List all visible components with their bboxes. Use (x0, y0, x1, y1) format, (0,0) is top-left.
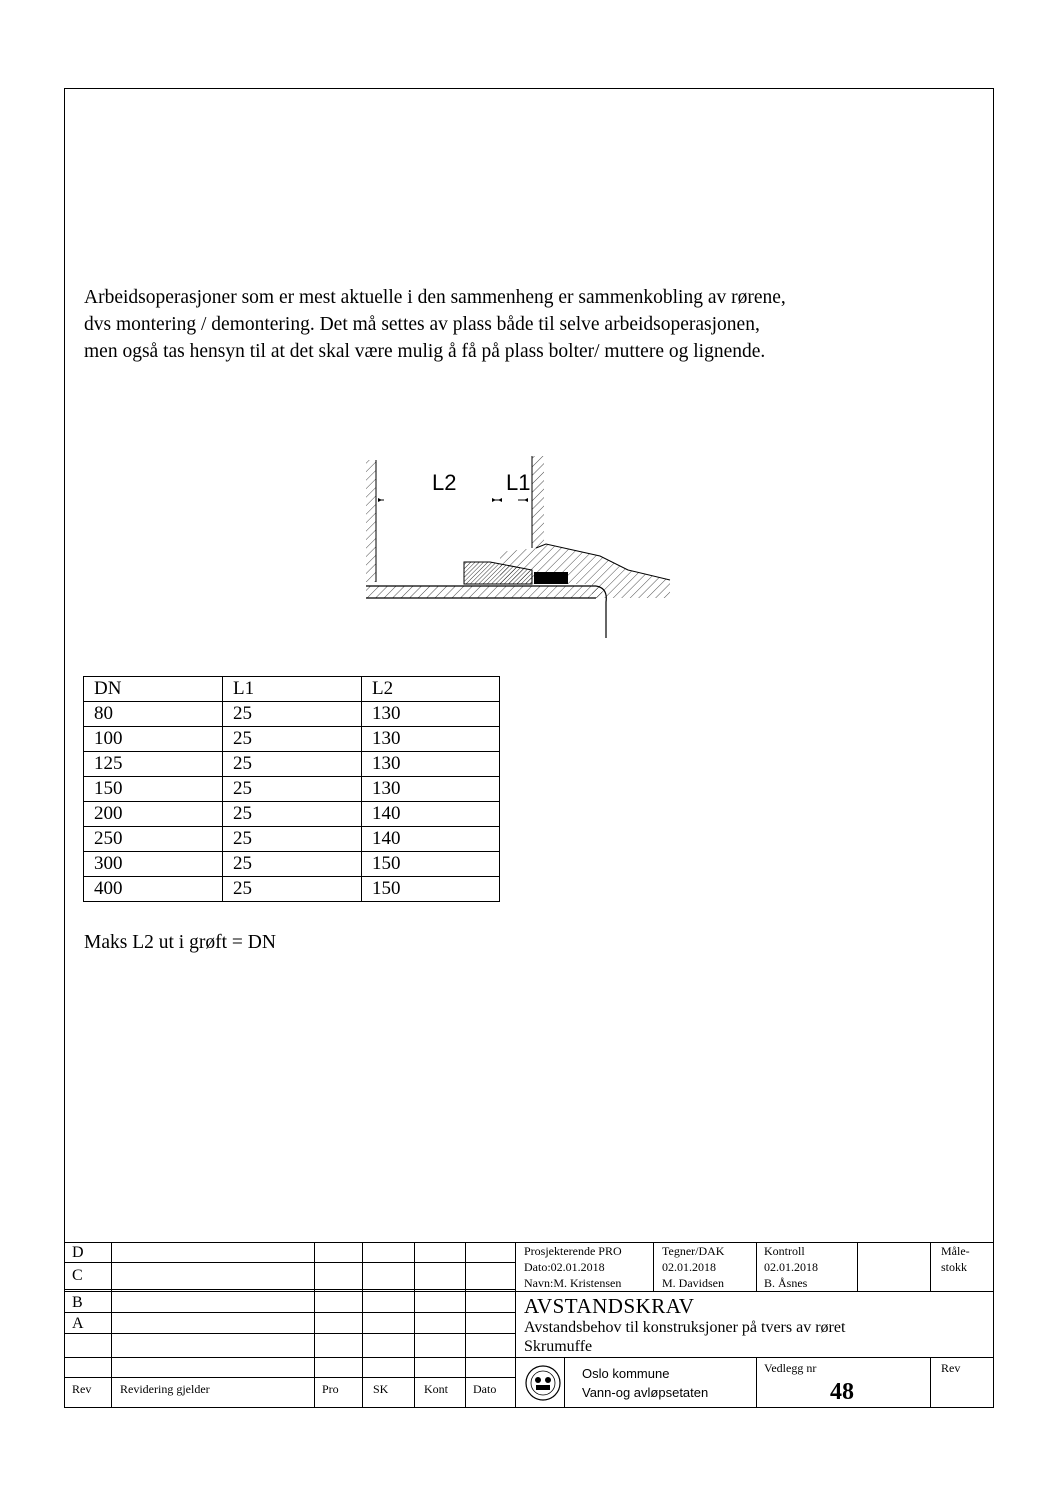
cell-l2: 130 (362, 752, 500, 777)
cell-l1: 25 (223, 802, 362, 827)
scale-label-1: Måle- (941, 1244, 970, 1258)
cell-l1: 25 (223, 777, 362, 802)
cell-dn: 100 (84, 727, 223, 752)
cell-l2: 130 (362, 777, 500, 802)
rev-label: Rev (941, 1361, 961, 1375)
cell-dn: 400 (84, 877, 223, 902)
cell-l2: 140 (362, 802, 500, 827)
control-label: Kontroll (764, 1244, 805, 1258)
max-l2-note: Maks L2 ut i grøft = DN (84, 932, 276, 953)
attachment-label: Vedlegg nr (764, 1361, 817, 1375)
table-row (84, 877, 500, 902)
table-row (84, 777, 500, 802)
table-row (84, 827, 500, 852)
right-wall (532, 456, 544, 548)
intro-line: dvs montering / demontering. Det må settes av plass både til selve arbeidsoperasjonen, (84, 314, 760, 335)
cell-dn: 125 (84, 752, 223, 777)
drawing-title: AVSTANDSKRAV (524, 1294, 695, 1318)
cell-l2: 130 (362, 727, 500, 752)
table-header-row (84, 677, 500, 702)
drawer-label: Tegner/DAK (662, 1244, 725, 1258)
pipe-joint-drawing (360, 452, 680, 642)
cell-l1: 25 (223, 877, 362, 902)
rev-letter-b: B (72, 1294, 83, 1311)
rev-letter-a: A (72, 1315, 84, 1332)
gasket (534, 572, 568, 584)
org-department: Vann-og avløpsetaten (582, 1385, 709, 1400)
table-row (84, 852, 500, 877)
pipe-wall (366, 586, 602, 598)
cell-dn: 300 (84, 852, 223, 877)
rev-header-kont: Kont (424, 1382, 448, 1396)
project-date: Dato:02.01.2018 (524, 1260, 605, 1274)
project-name: Navn:M. Kristensen (524, 1276, 622, 1290)
cell-l1: 25 (223, 702, 362, 727)
cell-dn: 80 (84, 702, 223, 727)
left-wall (366, 460, 376, 582)
label-l1: L1 (506, 470, 531, 495)
spec-table (83, 676, 500, 902)
table-row (84, 727, 500, 752)
title-block (64, 1242, 994, 1408)
rev-header-revision: Revidering gjelder (120, 1382, 210, 1396)
cell-dn: 200 (84, 802, 223, 827)
org-name: Oslo kommune (582, 1366, 670, 1381)
table-row (84, 702, 500, 727)
control-name: B. Åsnes (764, 1276, 808, 1290)
cell-dn: 150 (84, 777, 223, 802)
control-date: 02.01.2018 (764, 1260, 818, 1274)
table-row (84, 802, 500, 827)
cell-l2: 140 (362, 827, 500, 852)
drawer-name: M. Davidsen (662, 1276, 724, 1290)
rev-header-pro: Pro (322, 1382, 339, 1396)
oslo-seal-icon (524, 1362, 562, 1404)
cell-l1: 25 (223, 727, 362, 752)
scale-label-2: stokk (941, 1260, 968, 1274)
rev-header-rev: Rev (72, 1382, 92, 1396)
drawing-subtitle-1: Avstandsbehov til konstruksjoner på tvers av røret (524, 1319, 846, 1336)
cell-l1: 25 (223, 827, 362, 852)
rev-header-dato: Dato (473, 1382, 497, 1396)
label-l2: L2 (432, 470, 457, 495)
intro-line: Arbeidsoperasjoner som er mest aktuelle i den sammenheng er sammenkobling av rørene, (84, 287, 786, 308)
header-dn: DN (84, 677, 223, 702)
attachment-number: 48 (830, 1379, 854, 1405)
project-label: Prosjekterende PRO (524, 1244, 622, 1258)
drawing-subtitle-2: Skrumuffe (524, 1338, 593, 1355)
intro-paragraph (84, 284, 904, 365)
table-row (84, 752, 500, 777)
cell-l1: 25 (223, 752, 362, 777)
cell-l1: 25 (223, 852, 362, 877)
drawer-date: 02.01.2018 (662, 1260, 716, 1274)
cell-l2: 150 (362, 852, 500, 877)
rev-header-sk: SK (373, 1382, 389, 1396)
cell-dn: 250 (84, 827, 223, 852)
rev-letter-c: C (72, 1267, 83, 1284)
cell-l2: 130 (362, 702, 500, 727)
intro-line: men også tas hensyn til at det skal være mulig å få på plass bolter/ muttere og lignende. (84, 341, 766, 362)
rev-letter-d: D (72, 1244, 84, 1261)
header-l2: L2 (362, 677, 500, 702)
cell-l2: 150 (362, 877, 500, 902)
header-l1: L1 (223, 677, 362, 702)
